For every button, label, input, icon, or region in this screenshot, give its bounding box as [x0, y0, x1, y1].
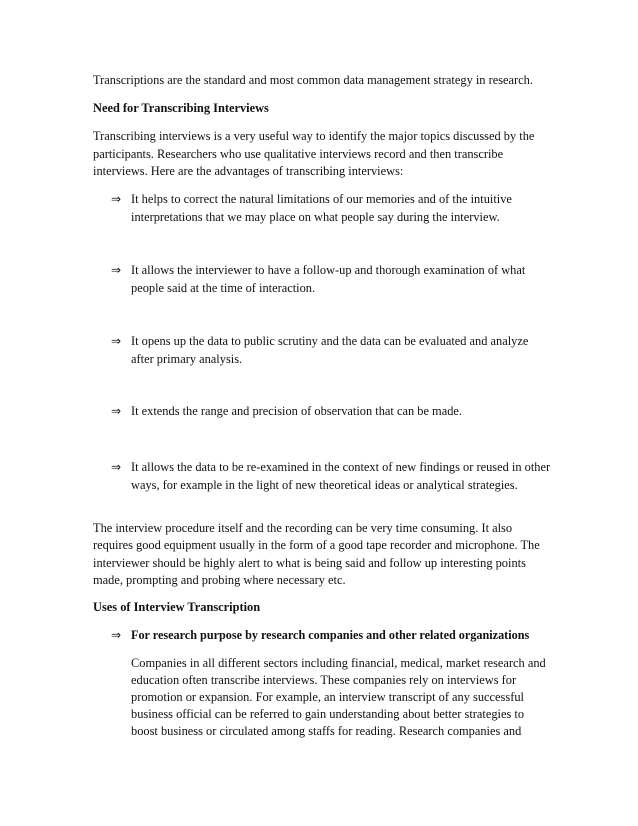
advantage-text: It opens up the data to public scrutiny and the data can be evaluated and analyze after primary analysis.: [131, 334, 529, 366]
heading-need-for-transcribing: Need for Transcribing Interviews: [93, 101, 269, 115]
advantage-item: [111, 191, 551, 226]
advantage-item: [111, 333, 551, 368]
right-arrow-icon: ⇒: [111, 334, 122, 348]
advantage-item: [111, 262, 551, 297]
right-arrow-icon: ⇒: [111, 404, 122, 418]
advantage-text: It allows the interviewer to have a follow-up and thorough examination of what people said at the time of interaction.: [131, 263, 526, 295]
right-arrow-icon: ⇒: [111, 460, 122, 474]
paragraph-transcribing-intro: Transcribing interviews is a very useful way to identify the major topics discussed by the participants. Researchers who use qualitative interviews record and then transcribe interviews. Here are the advantages of transcribing interviews:: [93, 129, 535, 178]
use-description: Companies in all different sectors including financial, medical, market research and education often transcribe interviews. These companies rely on interviews for promotion or expansion. For example, an interview transcript of any successful business official can be referred to gain understanding about better strategies to boost business or circulated among staffs for reading. Research companies and: [131, 656, 546, 738]
advantage-item: [111, 403, 551, 421]
right-arrow-icon: ⇒: [111, 263, 122, 277]
use-title: For research purpose by research companies and other related organizations: [131, 628, 530, 642]
advantage-text: It extends the range and precision of observation that can be made.: [131, 404, 462, 418]
advantage-item: [111, 459, 551, 494]
advantage-text: It helps to correct the natural limitations of our memories and of the intuitive interpretations that we may place on what people say during the interview.: [131, 192, 512, 224]
use-item: [111, 627, 561, 645]
right-arrow-icon: ⇒: [111, 192, 122, 206]
advantage-text: It allows the data to be re-examined in the context of new findings or reused in other ways, for example in the light of new theoretical ideas or analytical strategies.: [131, 460, 551, 492]
paragraph-interview-procedure: The interview procedure itself and the recording can be very time consuming. It also requires good equipment usually in the form of a good tape recorder and microphone. The interviewer should be highly alert to what is being said and follow up interesting points made, prompting and probing where necessary etc.: [93, 521, 540, 587]
right-arrow-icon: ⇒: [111, 628, 122, 642]
heading-uses-of-transcription: Uses of Interview Transcription: [93, 600, 261, 614]
intro-paragraph: Transcriptions are the standard and most common data management strategy in research.: [93, 73, 533, 87]
